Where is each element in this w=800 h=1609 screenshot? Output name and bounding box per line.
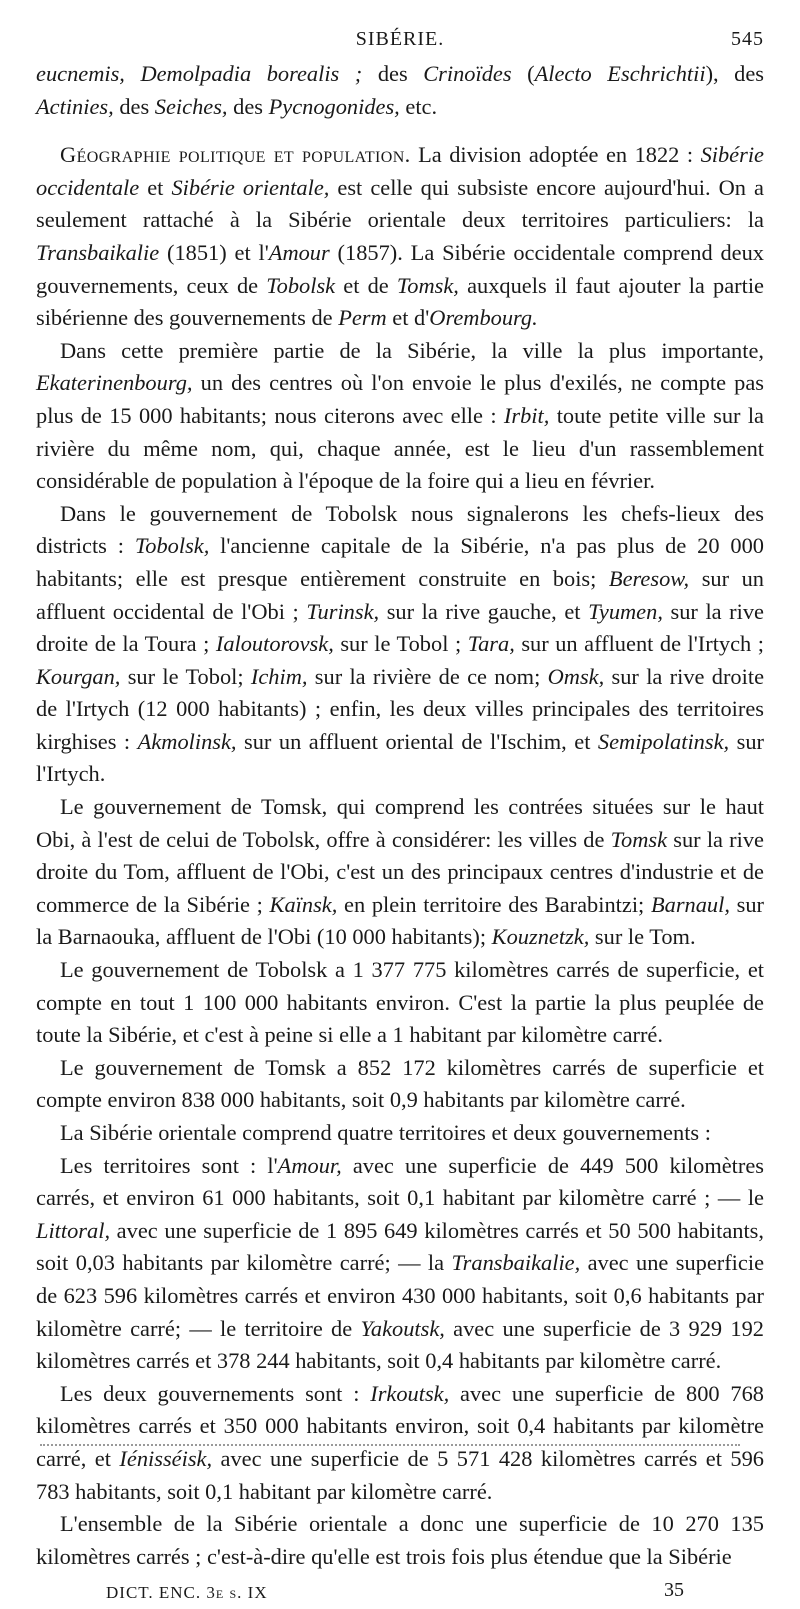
italic-run: Tara, <box>467 631 515 657</box>
text-run: avec une superficie de 449 500 kilomètres carrés, et environ 61 000 habitants, soit 0,1 habitant par kilomètre carré ; — le <box>36 1152 764 1211</box>
italic-run: eucnemis, Demolpadia borealis ; <box>36 61 363 86</box>
text-run: avec une superficie de 623 596 kilomètres carrés et environ 430 000 habitants, soit 0,6 habitants par kilomètre carré; — le territoire de <box>36 1250 765 1341</box>
italic-run: Kouznetzk, <box>491 924 590 950</box>
italic-run: Kaïnsk, <box>269 891 338 917</box>
text-run: des <box>113 93 155 119</box>
italic-run: Beresow, <box>608 565 690 591</box>
italic-run: Ekaterinenbourg, <box>36 370 193 396</box>
text-run: ), des <box>705 61 765 86</box>
text-run: des <box>362 61 424 86</box>
italic-run: Iénisséisk, <box>119 1445 213 1471</box>
italic-run: Perm <box>338 305 387 331</box>
paragraph-8 <box>36 1117 764 1150</box>
text-run: sur le Tobol ; <box>333 631 468 657</box>
italic-run: Littoral, <box>36 1217 111 1243</box>
paragraph-9 <box>36 1150 764 1378</box>
text-run: et d' <box>386 305 430 331</box>
article-body <box>36 58 764 1573</box>
text-run: Le gouvernement de Tomsk, qui comprend les contrées situées sur le haut Obi, à l'est de celui de Tobolsk, offre à considérer: les villes de <box>36 794 764 852</box>
paragraph-5 <box>36 791 764 954</box>
italic-run: Tobolsk <box>266 272 336 298</box>
paragraph-7 <box>36 1052 764 1117</box>
text-run: Le gouvernement de Tobolsk a 1 377 775 kilomètres carrés de superficie, et compte en tout 1 100 000 habitants environ. C'est la partie la plus peuplée de toute la Sibérie, et c'est à peine si elle a 1 habitant par kilomètre carré. <box>36 957 764 1048</box>
italic-run: Ialoutorovsk, <box>215 631 334 657</box>
text-run: est celle qui subsiste encore aujourd'hui. On a seulement rattaché à la Sibérie orientale deux territoires particuliers: la <box>36 174 764 233</box>
text-run: sur le Tom. <box>589 924 696 950</box>
italic-run: Kourgan, <box>36 663 121 689</box>
dotted-rule <box>40 1444 740 1446</box>
italic-run: Crinoïdes <box>423 61 512 86</box>
paragraph-3 <box>36 335 764 498</box>
italic-run: Transbaikalie <box>36 239 160 265</box>
paragraph-1 <box>36 58 764 123</box>
italic-run: Sibérie orientale, <box>171 174 330 200</box>
italic-run: Irbit, <box>503 402 550 428</box>
italic-run: Omsk, <box>547 663 605 689</box>
text-run: un des centres où l'on envoie le plus d'exilés, ne compte pas plus de 15 000 habitants; nous citerons avec elle : <box>36 370 764 428</box>
text-run: sur la rive droite de la Toura ; <box>36 598 764 657</box>
italic-run: Yakoutsk, <box>360 1315 445 1341</box>
text-run: ( <box>511 61 535 86</box>
italic-run: Seiches, <box>154 93 228 119</box>
italic-run: Semipolatinsk, <box>597 728 730 754</box>
text-run: (1857). La Sibérie occidentale comprend deux gouvernements, ceux de <box>36 239 764 298</box>
italic-run: Pycnogonides, <box>268 93 400 119</box>
signature-mark: DICT. ENC. 3e s. IX <box>106 1583 268 1603</box>
text-run: des <box>227 93 269 119</box>
text-run: La division adoptée en 1822 : <box>410 142 701 168</box>
text-run: La Sibérie orientale comprend quatre territoires et deux gouvernements : <box>60 1120 711 1145</box>
italic-run: Akmolinsk, <box>137 728 237 754</box>
text-run: (1851) et l' <box>159 239 269 265</box>
running-title: SIBÉRIE. <box>355 28 445 50</box>
section-heading: Géographie politique et population. <box>60 142 411 168</box>
italic-run: Transbaikalie, <box>451 1250 581 1276</box>
italic-run: Alecto Eschrichtii <box>534 61 706 86</box>
text-run: auxquels il faut ajouter la partie sibérienne des gouvernements de <box>36 272 764 331</box>
italic-run: Tobolsk, <box>134 533 210 559</box>
text-run: sur la Barnaouka, affluent de l'Obi (10 000 habitants); <box>36 891 764 950</box>
text-run: Dans le gouvernement de Tobolsk nous signalerons les chefs-lieux des districts : <box>36 500 764 559</box>
page-footer <box>36 1579 764 1609</box>
text-run: sur un affluent de l'Irtych ; <box>514 631 764 657</box>
text-run: toute petite ville sur la rivière du même nom, qui, chaque année, est le lieu d'un rassemblement considérable de population à l'époque de la foire qui a lieu en février. <box>36 402 764 494</box>
paragraph-10 <box>36 1378 764 1508</box>
paragraph-11 <box>36 1508 764 1573</box>
italic-run: Amour, <box>277 1152 342 1178</box>
text-run: avec une superficie de 1 895 649 kilomètres carrés et 50 500 habitants, soit 0,03 habitants par kilomètre carré; — la <box>36 1217 764 1276</box>
text-run: Dans cette première partie de la Sibérie, la ville la plus importante, <box>60 337 764 363</box>
text-run: L'ensemble de la Sibérie orientale a donc une superficie de 10 270 135 kilomètres carrés ; c'est-à-dire qu'elle est trois fois plus étendue que la Sibérie <box>36 1511 764 1569</box>
text-run: l'ancienne capitale de la Sibérie, n'a pas plus de 20 000 habitants; elle est presque entièrement construite en bois; <box>36 533 764 591</box>
text-run: avec une superficie de 800 768 kilomètres carrés et 350 000 habitants environ, soit 0,4 habitants par kilomètre carré, et <box>36 1380 764 1471</box>
italic-run: Orembourg. <box>429 305 538 331</box>
text-run: Les deux gouvernements sont : <box>60 1380 371 1406</box>
text-run: Le gouvernement de Tomsk a 852 172 kilomètres carrés de superficie et compte environ 838 000 habitants, soit 0,9 habitants par kilomètre carré. <box>36 1054 764 1113</box>
sheet-number: 35 <box>664 1579 684 1602</box>
text-run: sur le Tobol; <box>120 663 251 689</box>
paragraph-4 <box>36 498 764 791</box>
text-run: en plein territoire des Barabintzi; <box>337 891 651 917</box>
italic-run: Actinies, <box>36 93 114 119</box>
italic-run: Ichim, <box>250 663 308 689</box>
italic-run: Amour <box>268 239 330 265</box>
italic-run: Irkoutsk, <box>370 1380 450 1406</box>
text-run: sur la rivière de ce nom; <box>307 663 548 689</box>
italic-run: Turinsk, <box>306 598 380 624</box>
text-run: sur un affluent oriental de l'Ischim, et <box>236 728 598 754</box>
text-run: sur l'Irtych. <box>36 728 764 787</box>
text-run: avec une superficie de 3 929 192 kilomètres carrés et 378 244 habitants, soit 0,4 habitants par kilomètre carré. <box>36 1315 764 1374</box>
paragraph-6 <box>36 954 764 1052</box>
text-run: et <box>139 174 172 200</box>
text-run: sur la rive droite de l'Irtych (12 000 habitants) ; enfin, les deux villes principales des territoires kirghises : <box>36 663 765 754</box>
text-run: et de <box>335 272 397 298</box>
text-run: Les territoires sont : l' <box>60 1152 278 1178</box>
italic-run: Sibérie occidentale <box>36 142 764 200</box>
italic-run: Barnaul, <box>650 891 730 917</box>
text-run: etc. <box>399 93 438 119</box>
paragraph-2 <box>36 139 764 335</box>
text-run: avec une superficie de 5 571 428 kilomètres carrés et 596 783 habitants, soit 0,1 habitant par kilomètre carré. <box>36 1445 764 1504</box>
text-run: sur la rive gauche, et <box>379 598 589 624</box>
italic-run: Tyumen, <box>588 598 663 624</box>
running-header <box>36 28 764 58</box>
text-run: sur un affluent occidental de l'Obi ; <box>36 565 764 624</box>
text-run: sur la rive droite du Tom, affluent de l'Obi, c'est un des principaux centres d'industrie et de commerce de la Sibérie ; <box>36 826 764 917</box>
page-number: 545 <box>731 28 764 50</box>
italic-run: Tomsk, <box>396 272 459 298</box>
book-page <box>36 28 764 1609</box>
italic-run: Tomsk <box>610 826 668 852</box>
